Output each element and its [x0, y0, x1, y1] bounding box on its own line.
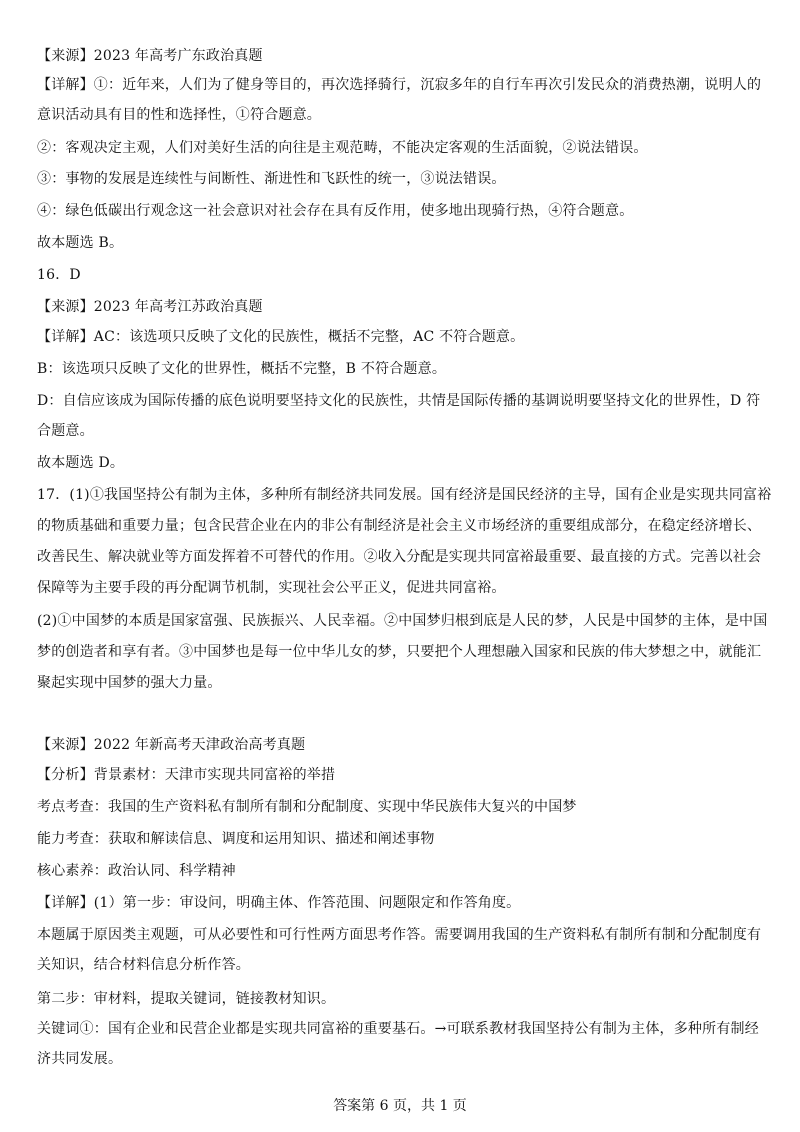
text-line: 【详解】(1）第一步：审设问，明确主体、作答范围、问题限定和作答角度。 — [37, 895, 521, 911]
page-footer: 答案第 6 页，共 1 页 — [333, 1098, 467, 1114]
text-line: 保障等为主要手段的再分配调节机制，实现社会公平正义，促进共同富裕。 — [37, 580, 506, 596]
text-line: 第二步：审材料，提取关键词，链接教材知识。 — [37, 991, 336, 1007]
text-line: 关键词①：国有企业和民营企业都是实现共同富裕的重要基石。→可联系教材我国坚持公有制为主体，多种所有制经 — [37, 1021, 759, 1037]
text-line: B：该选项只反映了文化的世界性，概括不完整，B 不符合题意。 — [37, 361, 447, 377]
text-line: 聚起实现中国梦的强大力量。 — [37, 675, 222, 691]
text-line: 改善民生、解决就业等方面发挥着不可替代的作用。②收入分配是实现共同富裕最重要、最直接的方式。完善以社会 — [37, 549, 762, 565]
text-line: ②：客观决定主观，人们对美好生活的向往是主观范畴，不能决定客观的生活面貌，②说法错误。 — [37, 140, 648, 156]
text-line: 考点考查：我国的生产资料私有制所有制和分配制度、实现中华民族伟大复兴的中国梦 — [37, 799, 577, 815]
text-line: 合题意。 — [37, 423, 94, 439]
text-line: 梦的创造者和享有者。③中国梦也是每一位中华儿女的梦，只要把个人理想融入国家和民族的伟大梦想之中，就能汇 — [37, 644, 762, 660]
text-line: 【来源】2022 年新高考天津政治高考真题 — [37, 737, 306, 753]
question-number: 17．(1)①我国坚持公有制为主体，多种所有制经济共同发展。国有经济是国民经济的主导，国有企业是实现共同富裕 — [37, 487, 772, 503]
text-line: 能力考查：获取和解读信息、调度和运用知识、描述和阐述事物 — [37, 831, 435, 847]
text-line: 【详解】AC：该选项只反映了文化的民族性，概括不完整，AC 不符合题意。 — [37, 329, 525, 345]
text-line: 核心素养：政治认同、科学精神 — [37, 863, 236, 879]
text-line: 的物质基础和重要力量；包含民营企业在内的非公有制经济是社会主义市场经济的重要组成部分，在稳定经济增长、 — [37, 518, 762, 534]
text-line: 【详解】①：近年来，人们为了健身等目的，再次选择骑行，沉寂多年的自行车再次引发民众的消费热潮，说明人的 — [37, 77, 762, 93]
text-line: ③：事物的发展是连续性与间断性、渐进性和飞跃性的统一，③说法错误。 — [37, 171, 506, 187]
text-line: 本题属于原因类主观题，可从必要性和可行性两方面思考作答。需要调用我国的生产资料私有制所有制和分配制度有 — [37, 927, 762, 943]
text-line: 【来源】2023 年高考江苏政治真题 — [37, 299, 263, 315]
text-line: ④：绿色低碳出行观念这一社会意识对社会存在具有反作用，使多地出现骑行热，④符合题意。 — [37, 203, 634, 219]
text-line: 故本题选 B。 — [37, 235, 124, 251]
text-line: 意识活动具有目的性和选择性，①符合题意。 — [37, 107, 321, 123]
text-line: 关知识，结合材料信息分析作答。 — [37, 957, 250, 973]
question-number: 16．D — [37, 267, 81, 283]
text-line: 【来源】2023 年高考广东政治真题 — [37, 48, 263, 64]
text-line: (2)①中国梦的本质是国家富强、民族振兴、人民幸福。②中国梦归根到底是人民的梦，人民是中国梦的主体，是中国 — [37, 613, 768, 629]
text-line: 故本题选 D。 — [37, 455, 125, 471]
text-line: 【分析】背景素材：天津市实现共同富裕的举措 — [37, 767, 336, 783]
text-line: D：自信应该成为国际传播的底色说明要坚持文化的民族性，共情是国际传播的基调说明要坚持文化的世界性，D 符 — [37, 393, 761, 409]
text-line: 济共同发展。 — [37, 1051, 123, 1067]
